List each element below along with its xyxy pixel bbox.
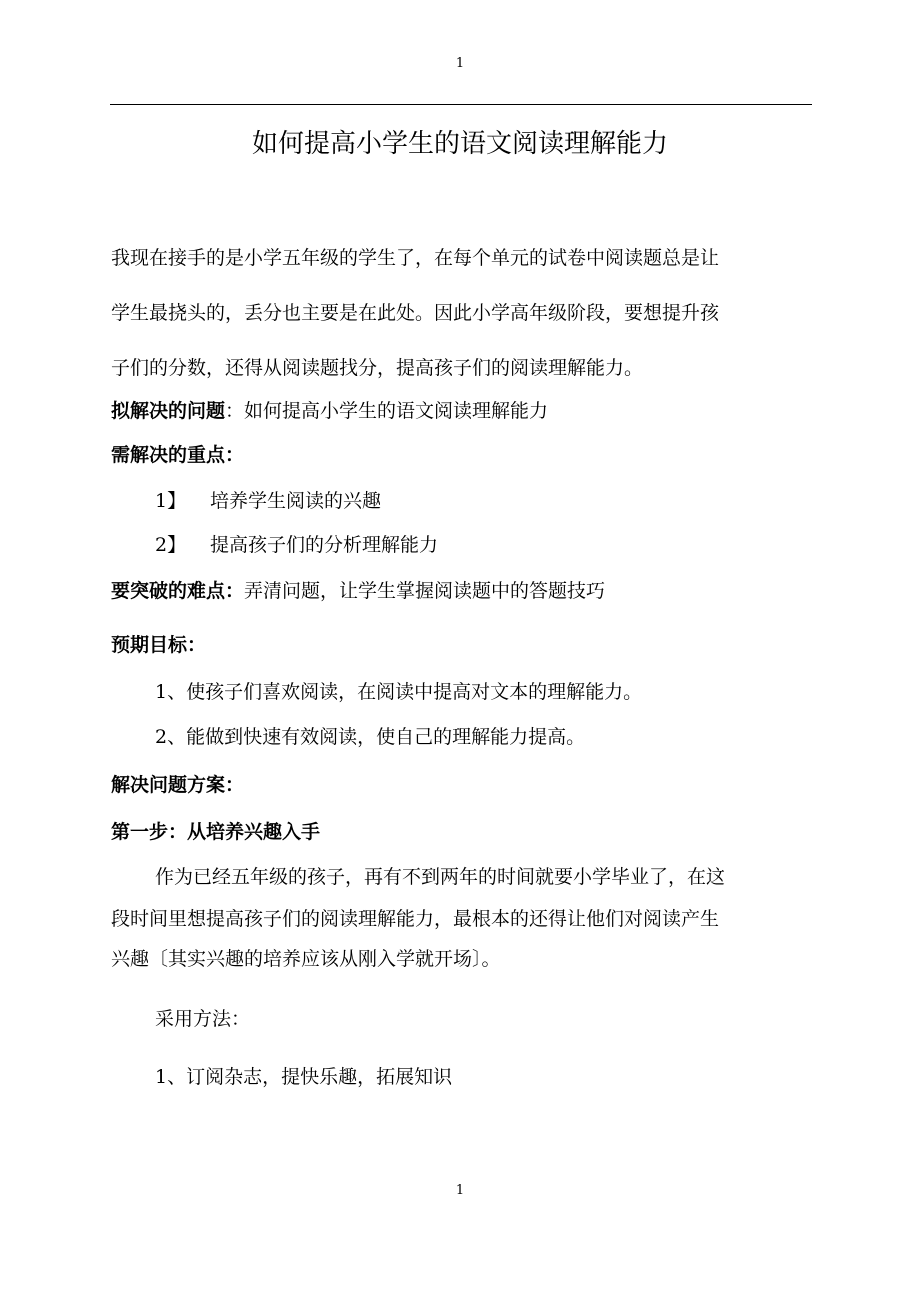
key-points-label: 需解决的重点：	[111, 444, 245, 466]
key-point-1	[155, 486, 186, 516]
problem-text: 如何提高小学生的语文阅读理解能力	[244, 400, 549, 422]
footer-page-number: 1	[455, 1183, 465, 1198]
method-item-1: 1、订阅杂志，提快乐趣，拓展知识	[155, 1066, 453, 1088]
goal-item-1: 1、使孩子们喜欢阅读，在阅读中提高对文本的理解能力。	[155, 681, 643, 703]
document-title: 如何提高小学生的语文阅读理解能力	[251, 129, 668, 159]
key-point-2	[155, 530, 186, 560]
difficulty-row	[111, 576, 605, 606]
key-point-2-number: 2】	[155, 534, 187, 556]
difficulty-label: 要突破的难点：	[111, 580, 245, 602]
goals-label: 预期目标：	[111, 634, 207, 656]
step1-line-3: 兴趣〔其实兴趣的培养应该从刚入学就开场〕。	[111, 948, 501, 970]
solution-label: 解决问题方案：	[111, 774, 245, 796]
problem-label: 拟解决的问题	[111, 400, 226, 422]
key-point-1-number: 1】	[155, 490, 187, 512]
intro-line-1: 我现在接手的是小学五年级的学生了，在每个单元的试卷中阅读题总是让	[111, 247, 720, 269]
intro-line-2: 学生最挠头的，丢分也主要是在此处。因此小学高年级阶段，要想提升孩	[111, 302, 720, 324]
problem-colon: ：	[225, 400, 245, 422]
difficulty-text: 弄清问题，让学生掌握阅读题中的答题技巧	[244, 580, 606, 602]
step1-line-1: 作为已经五年级的孩子，再有不到两年的时间就要小学毕业了，在这	[155, 866, 726, 888]
problem-row	[111, 396, 548, 426]
step1-line-2: 段时间里想提高孩子们的阅读理解能力，最根本的还得让他们对阅读产生	[111, 908, 720, 930]
header-page-number: 1	[455, 56, 465, 71]
intro-line-3: 子们的分数，还得从阅读题找分，提高孩子们的阅读理解能力。	[111, 357, 644, 379]
key-point-1-text: 培养学生阅读的兴趣	[210, 490, 382, 512]
key-point-2-text: 提高孩子们的分析理解能力	[210, 534, 439, 556]
method-label: 采用方法：	[155, 1008, 251, 1030]
header-divider	[110, 104, 812, 105]
step1-label: 第一步：从培养兴趣入手	[111, 821, 321, 843]
goal-item-2: 2、能做到快速有效阅读，使自己的理解能力提高。	[155, 726, 586, 748]
